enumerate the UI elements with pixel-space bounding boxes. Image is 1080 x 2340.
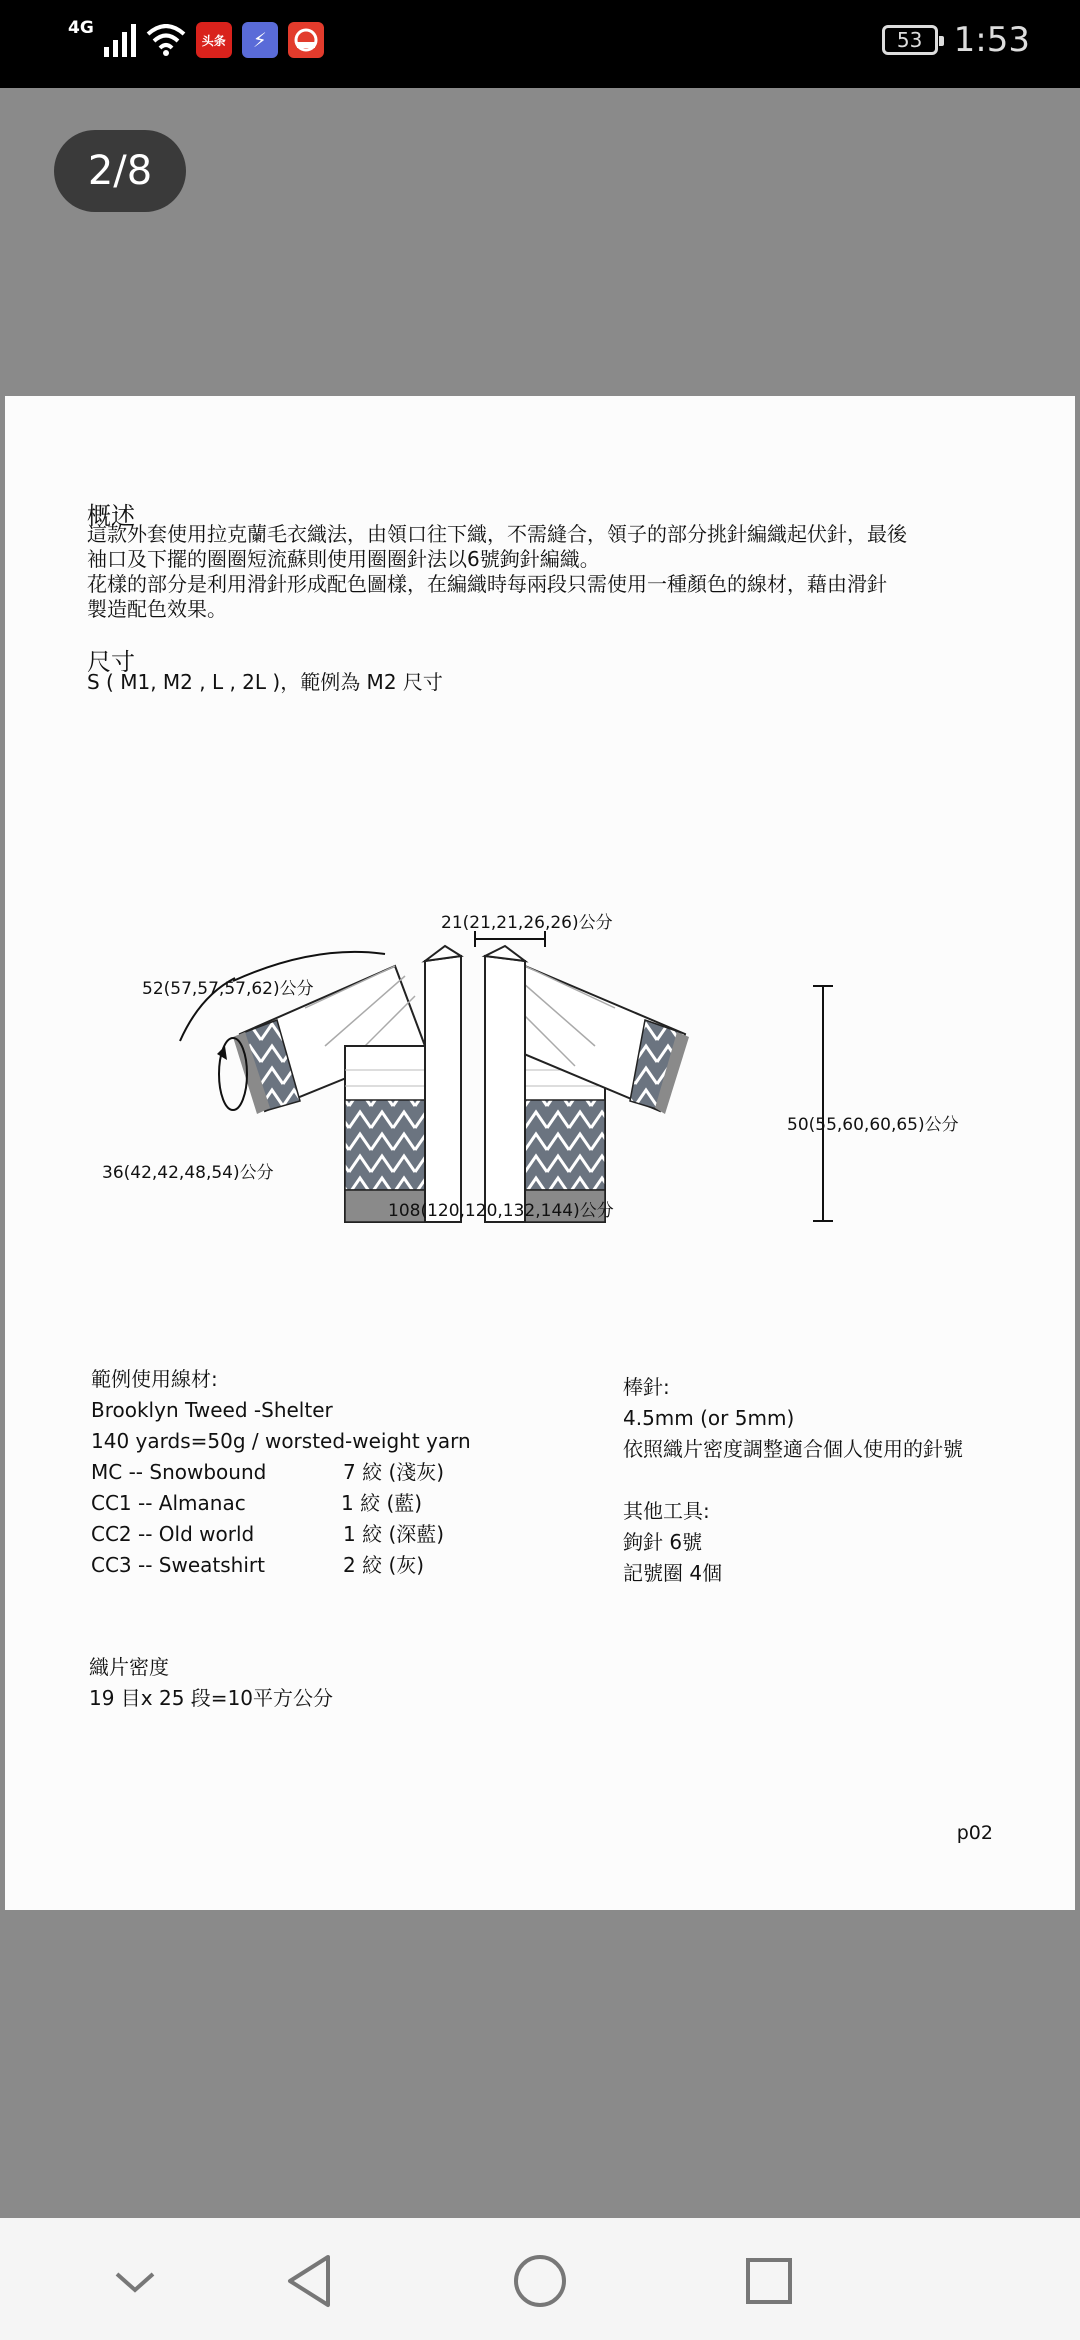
flash-app-icon: ⚡	[242, 22, 278, 58]
material-name: CC2 -- Old world	[91, 1522, 255, 1546]
gauge-title: 織片密度	[89, 1655, 169, 1679]
back-triangle-icon	[284, 2253, 334, 2309]
material-amount: 2 絞 (灰)	[343, 1553, 425, 1577]
battery-level: 53	[896, 28, 923, 52]
status-left	[68, 18, 324, 58]
status-right	[882, 20, 1030, 60]
materials-section	[91, 1364, 471, 1581]
overview-line: 花樣的部分是利用滑針形成配色圖樣，在編織時每兩段只需使用一種顏色的線材，藉由滑針	[87, 572, 887, 596]
yarn-name: Brooklyn Tweed -Shelter	[91, 1398, 333, 1422]
material-amount: 1 絞 (藍)	[341, 1491, 423, 1515]
chevron-down-icon	[113, 2266, 157, 2296]
material-name: MC -- Snowbound	[91, 1460, 267, 1484]
network-type: 4G	[68, 18, 94, 38]
signal-icon	[104, 23, 136, 57]
material-row	[91, 1457, 471, 1488]
wifi-icon	[146, 24, 186, 56]
hide-keyboard-button[interactable]	[100, 2246, 170, 2316]
material-name: CC1 -- Almanac	[91, 1491, 246, 1515]
clock: 1:53	[953, 20, 1030, 60]
page-indicator: 2/8	[54, 130, 186, 212]
material-name: CC3 -- Sweatshirt	[91, 1553, 265, 1577]
overview-line: 製造配色效果。	[87, 597, 227, 621]
navigation-bar	[0, 2218, 1080, 2340]
browser-app-icon	[288, 22, 324, 58]
gauge-value: 19 目x 25 段=10平方公分	[89, 1686, 334, 1710]
recents-button[interactable]	[734, 2246, 804, 2316]
back-button[interactable]	[274, 2246, 344, 2316]
document-page[interactable]	[5, 396, 1075, 1910]
material-row	[91, 1519, 471, 1550]
material-amount: 7 絞 (淺灰)	[343, 1460, 445, 1484]
materials-title: 範例使用線材:	[91, 1367, 218, 1391]
toutiao-app-icon: 头条	[196, 22, 232, 58]
size-title: 尺寸	[87, 648, 135, 676]
overview-line: 這款外套使用拉克蘭毛衣織法，由領口往下織，不需縫合，領子的部分挑針編織起伏針，最後	[87, 522, 907, 546]
needle-note: 依照織片密度調整適合個人使用的針號	[623, 1437, 963, 1461]
needles-section	[623, 1372, 963, 1589]
gauge-section	[89, 1652, 333, 1714]
page-number: p02	[956, 1822, 993, 1844]
overview-title: 概述	[87, 502, 135, 530]
recents-square-icon	[744, 2256, 794, 2306]
home-button[interactable]	[505, 2246, 575, 2316]
size-text: S ( M1, M2 , L , 2L )，範例為 M2 尺寸	[87, 670, 443, 694]
tool-item: 記號圈 4個	[623, 1561, 723, 1585]
neck-dimension-label: 21(21,21,26,26)公分	[441, 913, 613, 933]
hem-dimension-label: 108(120,120,132,144)公分	[388, 1201, 614, 1221]
overview-text	[87, 522, 1007, 622]
cuff-dimension-label: 36(42,42,48,54)公分	[102, 1163, 274, 1183]
material-amount: 1 絞 (深藍)	[343, 1522, 445, 1546]
length-dimension-label: 50(55,60,60,65)公分	[787, 1115, 959, 1135]
yarn-weight: 140 yards=50g / worsted-weight yarn	[91, 1429, 471, 1453]
needles-title: 棒針:	[623, 1375, 670, 1399]
needle-size: 4.5mm (or 5mm)	[623, 1406, 795, 1430]
sleeve-dimension-label: 52(57,57,57,62)公分	[142, 979, 314, 999]
material-row	[91, 1550, 471, 1581]
home-circle-icon	[512, 2253, 568, 2309]
cardigan-diagram	[85, 756, 1025, 1226]
battery-icon	[882, 25, 938, 55]
material-row	[91, 1488, 471, 1519]
tool-item: 鉤針 6號	[623, 1530, 703, 1554]
overview-line: 袖口及下擺的圈圈短流蘇則使用圈圈針法以6號鉤針編織。	[87, 547, 600, 571]
tools-title: 其他工具:	[623, 1499, 710, 1523]
status-bar	[0, 0, 1080, 88]
